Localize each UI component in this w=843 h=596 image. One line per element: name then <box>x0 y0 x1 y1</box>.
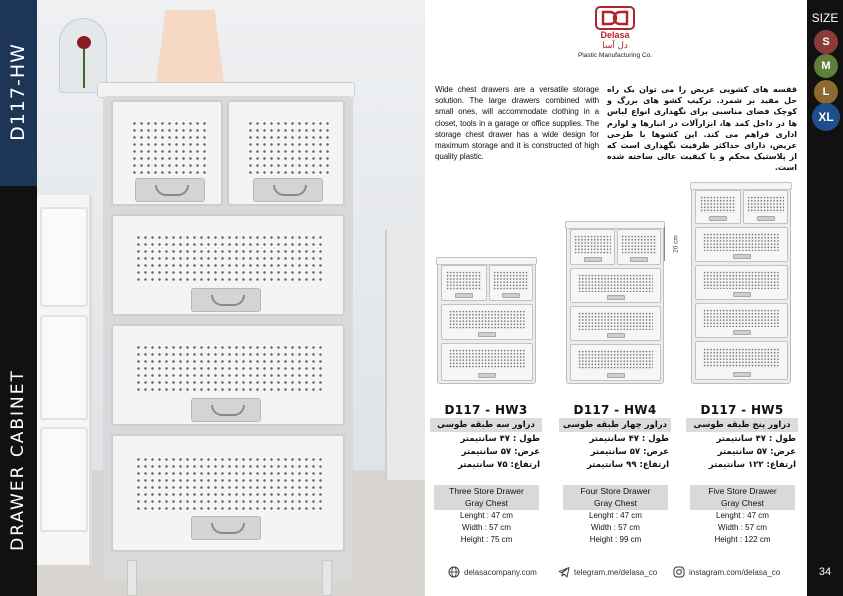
product-name-english: Three Store Drawer <box>449 486 524 496</box>
product-name-english-box <box>434 485 539 510</box>
footer-website-text: delasacompany.com <box>464 567 537 577</box>
figure-drawer <box>570 344 661 381</box>
figure-top <box>690 182 792 190</box>
product-color-english: Gray Chest <box>721 497 764 508</box>
product-height-persian: ارتفاع: ۹۹ سانتیمتر <box>587 460 669 470</box>
drawer-perforation <box>131 120 209 174</box>
product-width-persian: عرض: ۵۷ سانتیمتر <box>717 447 796 457</box>
size-option-l[interactable]: L <box>814 80 838 104</box>
product-code: D117 - HW4 <box>573 403 657 417</box>
category-title-vertical: DRAWER CABINET <box>8 369 28 551</box>
size-label: SIZE <box>811 11 839 25</box>
product-name-english-box <box>563 485 668 510</box>
chest-leg <box>127 560 137 596</box>
drawer-perforation <box>135 234 323 284</box>
drawer-handle <box>191 288 261 312</box>
delasa-logo-icon <box>595 6 635 30</box>
figure-drawer <box>489 265 533 301</box>
product-figure-hw4 <box>566 222 664 384</box>
photo-drawer-large <box>111 324 345 426</box>
product-name-english: Four Store Drawer <box>580 486 651 496</box>
size-option-m[interactable]: M <box>814 54 838 78</box>
product-code: D117 - HW5 <box>700 403 784 417</box>
globe-icon <box>448 566 460 578</box>
telegram-icon <box>558 566 570 578</box>
product-height-english: Height : 75 cm <box>460 535 513 544</box>
side-table <box>385 230 425 480</box>
photo-drawer-small <box>111 100 223 206</box>
footer-website-link[interactable] <box>448 566 537 578</box>
brand-name-persian: دل آسا <box>602 40 628 50</box>
product-width-english: Width : 57 cm <box>718 523 767 532</box>
size-option-xl[interactable]: XL <box>812 103 840 131</box>
drawer-handle <box>253 178 323 202</box>
product-length-persian: طول : ۴۷ سانتیمتر <box>460 434 540 444</box>
footer-instagram-text: instagram.com/delasa_co <box>689 567 781 577</box>
product-height-english: Height : 99 cm <box>589 535 642 544</box>
figure-drawer <box>695 341 788 380</box>
product-length-english: Lenght : 47 cm <box>589 511 642 520</box>
drawer-perforation <box>135 344 323 394</box>
side-cabinet <box>37 195 92 565</box>
drawer-handle <box>135 178 205 202</box>
product-width-persian: عرض: ۵۷ سانتیمتر <box>461 447 540 457</box>
figure-drawer <box>695 190 741 224</box>
product-length-english: Lenght : 47 cm <box>716 511 769 520</box>
description-persian: قفسه های کشویی عریض را می توان یک راه حل مفید بر شمرد. ترکیب کشو های بزرگ و کوچک فضای مناسبی برای نگهداری انواع لباس ها در داخل کمد ها، ابزارآلات در انبارها و لوازم اداری فراهم می کند. این کشوها با طرحی عریض، دارای حداکثر ظرفیت نگهداری است که از پلاستیک محکم و با کیفیت عالی ساخته شده است. <box>607 85 797 173</box>
figure-drawer <box>441 304 533 340</box>
figure-drawer <box>570 306 661 341</box>
right-side-band <box>807 0 843 596</box>
model-code-vertical: D117-HW <box>7 43 29 141</box>
figure-drawer <box>570 229 615 265</box>
page-number: 34 <box>818 566 832 578</box>
photo-drawer-large <box>111 434 345 552</box>
product-height-persian: ارتفاع: ۱۲۲ سانتیمتر <box>708 460 796 470</box>
product-code: D117 - HW3 <box>444 403 528 417</box>
figure-drawer <box>441 265 487 301</box>
product-color-english: Gray Chest <box>465 497 508 508</box>
dimension-line <box>664 227 665 261</box>
figure-top <box>565 221 665 229</box>
side-cabinet-drawer <box>40 207 88 307</box>
figure-drawer <box>695 265 788 300</box>
chest-leg <box>322 560 332 596</box>
footer-instagram-link[interactable] <box>673 566 780 578</box>
product-width-english: Width : 57 cm <box>591 523 640 532</box>
product-length-persian: طول : ۴۷ سانتیمتر <box>716 434 796 444</box>
product-name-persian: دراور پنج طبقه طوسی <box>686 418 798 432</box>
rose-decoration <box>77 36 91 49</box>
drawer-perforation <box>135 456 323 512</box>
product-photo <box>37 0 425 596</box>
product-width-english: Width : 57 cm <box>462 523 511 532</box>
drawer-perforation <box>247 120 329 174</box>
figure-drawer <box>695 303 788 338</box>
dimension-label: 20 cm <box>672 235 680 253</box>
drawer-handle <box>191 516 261 540</box>
product-height-persian: ارتفاع: ۷۵ سانتیمتر <box>458 460 540 470</box>
product-width-persian: عرض: ۵۷ سانتیمتر <box>590 447 669 457</box>
product-height-english: Height : 122 cm <box>714 535 771 544</box>
photo-drawer-small <box>227 100 345 206</box>
side-cabinet-drawer <box>40 427 88 532</box>
figure-top <box>436 257 537 265</box>
rose-stem <box>83 48 85 88</box>
brand-subtitle: Plastic Manufacturing Co. <box>577 52 653 59</box>
product-color-english: Gray Chest <box>594 497 637 508</box>
drawer-handle <box>191 398 261 422</box>
product-figure-hw3 <box>437 258 536 384</box>
lamp-shade <box>155 10 225 90</box>
instagram-icon <box>673 566 685 578</box>
product-name-persian: دراور چهار طبقه طوسی <box>559 418 671 432</box>
photo-drawer-large <box>111 214 345 316</box>
product-length-english: Lenght : 47 cm <box>460 511 513 520</box>
figure-drawer <box>743 190 788 224</box>
side-cabinet-drawer <box>40 315 88 420</box>
product-name-english-box <box>690 485 795 510</box>
size-option-s[interactable]: S <box>814 30 838 54</box>
brand-name: Delasa <box>600 30 630 40</box>
description-english: Wide chest drawers are a versatile storage solution. The large drawers combined with small ones, will accommodate clothing in a closet, tools in a garage or office supplies. The storage chest drawer has a wide design for maximum storage and it is constructed of high quality plastic. <box>435 85 599 162</box>
product-name-english: Five Store Drawer <box>708 486 777 496</box>
figure-drawer <box>617 229 661 265</box>
left-side-band <box>0 0 37 596</box>
figure-drawer <box>441 343 533 381</box>
product-length-persian: طول : ۴۷ سانتیمتر <box>589 434 669 444</box>
footer-telegram-link[interactable] <box>558 566 657 578</box>
photo-chest <box>103 96 353 582</box>
figure-drawer <box>695 227 788 262</box>
figure-drawer <box>570 268 661 303</box>
product-name-persian: دراور سه طبقه طوسی <box>430 418 542 432</box>
product-figure-hw5 <box>691 183 791 384</box>
footer-telegram-text: telegram.me/delasa_co <box>574 567 658 577</box>
